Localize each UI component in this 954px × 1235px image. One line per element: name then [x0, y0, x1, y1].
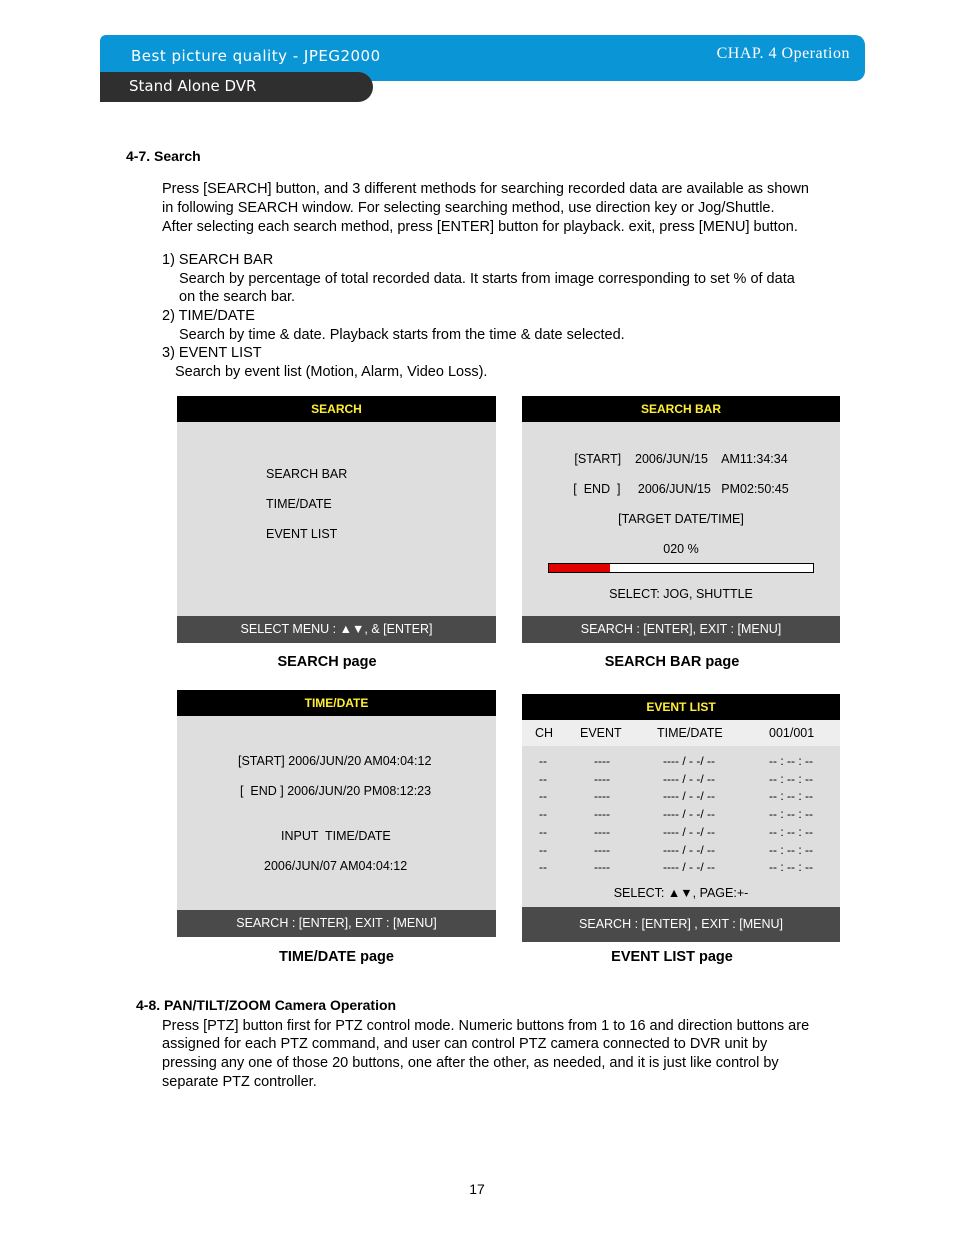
row-time-date: ---- / - -/ --: [663, 754, 715, 768]
section-heading-search: 4-7. Search: [126, 148, 201, 164]
row-time-date: ---- / - -/ --: [663, 807, 715, 822]
row-time: -- : -- : --: [769, 824, 813, 839]
row-time: -- : -- : --: [769, 771, 813, 786]
item-title-event-list: 3) EVENT LIST: [162, 345, 262, 361]
search-bar-screen-footer: SEARCH : [ENTER], EXIT : [MENU]: [522, 616, 840, 643]
time-date-screen: [177, 690, 496, 937]
event-list-header-row: [522, 720, 840, 746]
page-indicator: 001/001: [769, 726, 815, 740]
row-event: ----: [594, 754, 610, 768]
row-time-date: ---- / - -/ --: [663, 789, 715, 804]
row-time-date: ---- / - -/ --: [663, 860, 715, 875]
search-bar-screen: [522, 396, 840, 643]
time-date-start: [START] 2006/JUN/20 AM04:04:12: [238, 754, 432, 768]
row-time: -- : -- : --: [769, 860, 813, 875]
intro-line-3: After selecting each search method, press [ENTER] button for playback. exit, press [MENU] button.: [162, 219, 798, 235]
row-ch: --: [539, 824, 547, 839]
table-row[interactable]: [522, 772, 840, 790]
row-ch: --: [539, 754, 547, 768]
table-row[interactable]: [522, 789, 840, 807]
row-time: -- : -- : --: [769, 789, 813, 804]
event-list-screen-footer: SEARCH : [ENTER] , EXIT : [MENU]: [522, 907, 840, 942]
item-title-time-date: 2) TIME/DATE: [162, 308, 255, 324]
ptz-line-3: pressing any one of those 20 buttons, one after the other, as needed, and it is just like control by: [162, 1055, 779, 1071]
time-date-end: [ END ] 2006/JUN/20 PM08:12:23: [240, 784, 432, 798]
time-date-screen-title: TIME/DATE: [177, 690, 496, 716]
row-time: -- : -- : --: [769, 807, 813, 822]
row-ch: --: [539, 860, 547, 875]
section-heading-ptz: 4-8. PAN/TILT/ZOOM Camera Operation: [136, 997, 397, 1013]
time-date-screen-footer: SEARCH : [ENTER], EXIT : [MENU]: [177, 910, 496, 937]
search-progress-bar[interactable]: [548, 563, 814, 573]
search-bar-target-label: [TARGET DATE/TIME]: [618, 512, 744, 526]
column-header-ch: CH: [535, 726, 554, 740]
table-row[interactable]: [522, 825, 840, 843]
time-date-input-label: INPUT TIME/DATE: [281, 829, 391, 843]
row-event: ----: [594, 842, 610, 857]
table-row[interactable]: [522, 754, 840, 772]
page-number: 17: [469, 1181, 485, 1197]
item-desc-time-date: Search by time & date. Playback starts from the time & date selected.: [179, 327, 625, 343]
search-bar-start: [START] 2006/JUN/15 AM11:34:34: [574, 452, 788, 466]
ptz-line-1: Press [PTZ] button first for PTZ control mode. Numeric buttons from 1 to 16 and direction buttons are: [162, 1018, 810, 1034]
column-header-event: EVENT: [580, 726, 622, 740]
caption-time-date-page: TIME/DATE page: [279, 949, 394, 965]
row-ch: --: [539, 789, 547, 804]
row-event: ----: [594, 807, 610, 822]
menu-item-search-bar[interactable]: SEARCH BAR: [266, 467, 348, 481]
row-time-date: ---- / - -/ --: [663, 771, 715, 786]
search-screen-title: SEARCH: [177, 396, 496, 422]
event-list-screen: [522, 694, 840, 942]
column-header-time-date: TIME/DATE: [657, 726, 723, 740]
table-row[interactable]: [522, 860, 840, 878]
time-date-input-field[interactable]: 2006/JUN/07 AM04:04:12: [264, 859, 408, 873]
row-event: ----: [594, 789, 610, 804]
search-screen: [177, 396, 496, 643]
item-title-search-bar: 1) SEARCH BAR: [162, 252, 274, 268]
event-list-screen-title: EVENT LIST: [522, 694, 840, 720]
row-event: ----: [594, 860, 610, 875]
search-bar-end: [ END ] 2006/JUN/15 PM02:50:45: [573, 482, 789, 496]
ptz-line-2: assigned for each PTZ command, and user can control PTZ camera connected to DVR unit by: [162, 1036, 768, 1052]
row-event: ----: [594, 824, 610, 839]
intro-line-1: Press [SEARCH] button, and 3 different methods for searching recorded data are available as shown: [162, 181, 809, 197]
ptz-line-4: separate PTZ controller.: [162, 1074, 317, 1090]
table-row[interactable]: [522, 843, 840, 861]
row-time-date: ---- / - -/ --: [663, 842, 715, 857]
event-list-select-hint: SELECT: ▲▼, PAGE:+-: [613, 886, 749, 900]
row-time: -- : -- : --: [769, 754, 813, 768]
search-bar-screen-title: SEARCH BAR: [522, 396, 840, 422]
intro-line-2: in following SEARCH window. For selecting searching method, use direction key or Jog/Shuttle.: [162, 200, 775, 216]
row-event: ----: [594, 771, 610, 786]
row-ch: --: [539, 842, 547, 857]
caption-search-page: SEARCH page: [277, 654, 377, 670]
caption-event-list-page: EVENT LIST page: [611, 949, 733, 965]
search-progress-fill: [549, 564, 610, 572]
product-label: Stand Alone DVR: [129, 77, 257, 95]
menu-item-event-list[interactable]: EVENT LIST: [266, 527, 338, 541]
item-desc-event-list: Search by event list (Motion, Alarm, Video Loss).: [175, 364, 488, 380]
item-desc-search-bar-2: on the search bar.: [179, 289, 296, 305]
search-bar-select-hint: SELECT: JOG, SHUTTLE: [609, 587, 753, 601]
header-title: Best picture quality - JPEG2000: [131, 47, 381, 65]
row-time: -- : -- : --: [769, 842, 813, 857]
menu-item-time-date[interactable]: TIME/DATE: [266, 497, 332, 511]
search-bar-percent: 020 %: [663, 542, 699, 556]
row-ch: --: [539, 807, 547, 822]
search-screen-footer: SELECT MENU : ▲▼, & [ENTER]: [177, 616, 496, 643]
item-desc-search-bar-1: Search by percentage of total recorded data. It starts from image corresponding to set % of data: [179, 271, 795, 287]
row-time-date: ---- / - -/ --: [663, 824, 715, 839]
chapter-label: CHAP. 4 Operation: [716, 45, 850, 62]
row-ch: --: [539, 771, 547, 786]
table-row[interactable]: [522, 807, 840, 825]
caption-search-bar-page: SEARCH BAR page: [604, 654, 740, 670]
